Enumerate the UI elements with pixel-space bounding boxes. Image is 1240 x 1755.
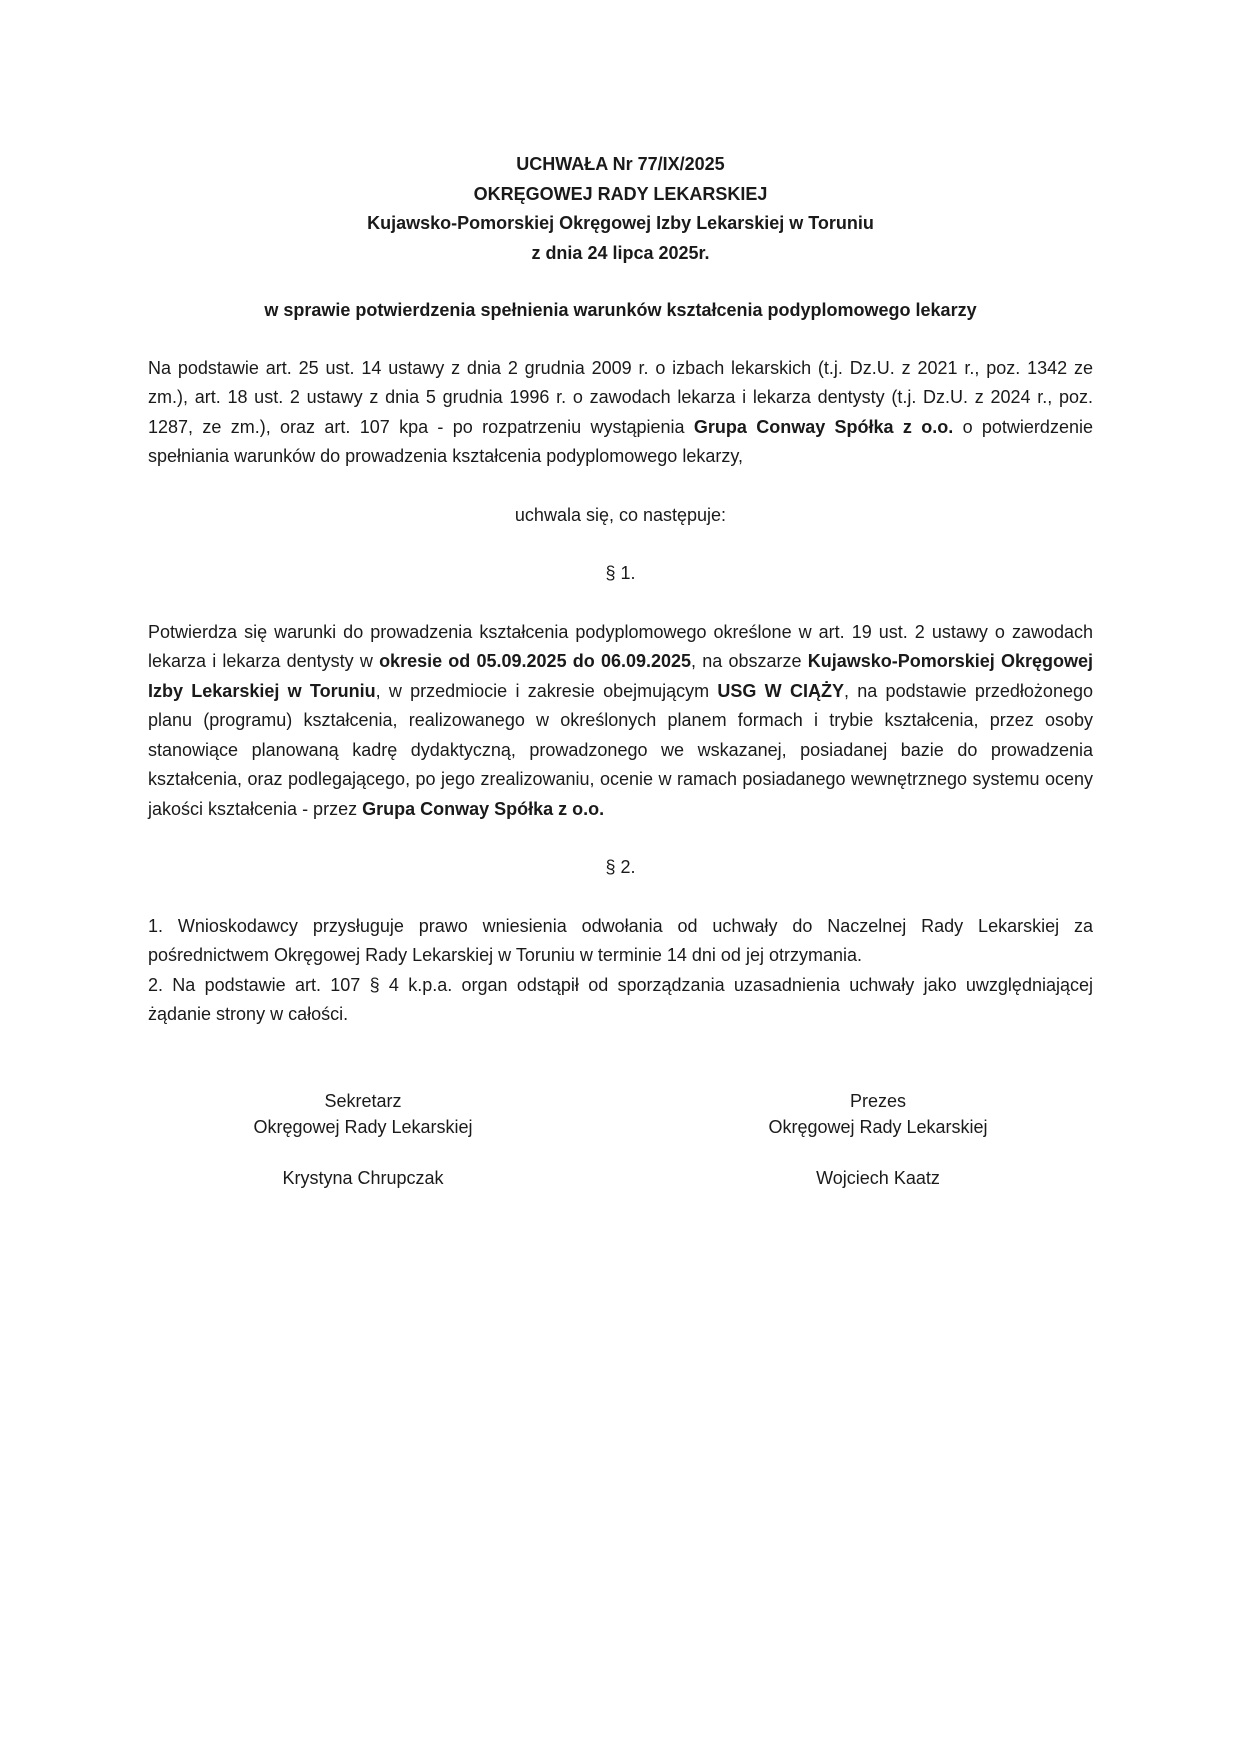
section-2-mark: § 2. bbox=[605, 857, 636, 877]
document-content bbox=[148, 150, 1093, 1191]
signature-president bbox=[663, 1088, 1093, 1191]
signature-name: Wojciech Kaatz bbox=[816, 1167, 940, 1188]
resolves-line: uchwala się, co następuje: bbox=[514, 504, 727, 525]
preamble-text-2: o potwierdzenie spełniania warunków do prowadzenia kształcenia podyplomowego lekarzy, bbox=[148, 416, 1093, 466]
signature-name: Krystyna Chrupczak bbox=[282, 1167, 444, 1188]
course-subject: USG W CIĄŻY bbox=[717, 680, 844, 701]
applicant-name: Grupa Conway Spółka z o.o. bbox=[693, 416, 954, 437]
chamber-name: Kujawsko-Pomorskiej Okręgowej Izby Lekarskiej w Toruniu bbox=[367, 213, 874, 233]
signature-role: Sekretarz bbox=[324, 1090, 402, 1111]
organizer-name: Grupa Conway Spółka z o.o. bbox=[362, 798, 605, 819]
period-range: okresie od 05.09.2025 do 06.09.2025 bbox=[379, 651, 692, 671]
signature-body: Okręgowej Rady Lekarskiej bbox=[768, 1116, 988, 1137]
section-2-point-1: 1. Wnioskodawcy przysługuje prawo wniesienia odwołania od uchwały do Naczelnej Rady Lekarskiej za pośrednictwem Okręgowej Rady Lekarskiej w Toruniu w terminie 14 dni od jej otrzymania. bbox=[148, 915, 1093, 965]
section-1-text-1: Potwierdza się warunki do prowadzenia kształcenia podyplomowego określone w art. 19 ust. 2 ustawy o zawodach lekarza i lekarza dentysty w bbox=[148, 621, 1093, 671]
resolution-subject: w sprawie potwierdzenia spełnienia warunków kształcenia podyplomowego lekarzy bbox=[264, 300, 977, 320]
resolution-header bbox=[148, 150, 1093, 268]
signature-role: Prezes bbox=[849, 1090, 907, 1111]
section-1-mark: § 1. bbox=[605, 563, 636, 583]
section-1-text-4: , na podstawie przedłożonego planu (programu) kształcenia, realizowanego w określonych planem formach i trybie kształcenia, przez osoby stanowiące planowaną kadrę dydaktyczną, prowadzonego we wskazanej, posiadanej bazie do prowadzenia kształcenia, oraz podlegającego, po jego zrealizowaniu, ocenie w ramach posiadanego wewnętrznego systemu oceny jakości kształcenia - przez bbox=[148, 680, 1093, 819]
area-name: Kujawsko-Pomorskiej Okręgowej Izby Lekarskiej w Toruniu bbox=[148, 651, 1093, 701]
section-1-text-3: , w przedmiocie i zakresie obejmującym bbox=[375, 680, 718, 701]
council-name: OKRĘGOWEJ RADY LEKARSKIEJ bbox=[473, 183, 768, 204]
signature-secretary bbox=[148, 1088, 578, 1191]
section-2-points bbox=[148, 912, 1093, 1030]
signatures-block bbox=[148, 1088, 1093, 1191]
section-1-paragraph bbox=[148, 618, 1093, 825]
resolution-number: UCHWAŁA Nr 77/IX/2025 bbox=[516, 154, 725, 174]
preamble-paragraph bbox=[148, 354, 1093, 472]
section-2-point-2: 2. Na podstawie art. 107 § 4 k.p.a. organ odstąpił od sporządzania uzasadnienia uchwały jako uwzględniającej żądanie strony w całości. bbox=[148, 974, 1093, 1024]
preamble-text-1: Na podstawie art. 25 ust. 14 ustawy z dnia 2 grudnia 2009 r. o izbach lekarskich (t.j. Dz.U. z 2021 r., poz. 1342 ze zm.), art. 18 ust. 2 ustawy z dnia 5 grudnia 1996 r. o zawodach lekarza i lekarza dentysty (t.j. Dz.U. z 2024 r., poz. 1287, ze zm.), oraz art. 107 kpa - po rozpatrzeniu wystąpienia bbox=[148, 357, 1093, 437]
section-1-text-2: , na obszarze bbox=[691, 651, 808, 671]
resolution-date: z dnia 24 lipca 2025r. bbox=[531, 242, 710, 263]
signature-body: Okręgowej Rady Lekarskiej bbox=[253, 1116, 473, 1137]
